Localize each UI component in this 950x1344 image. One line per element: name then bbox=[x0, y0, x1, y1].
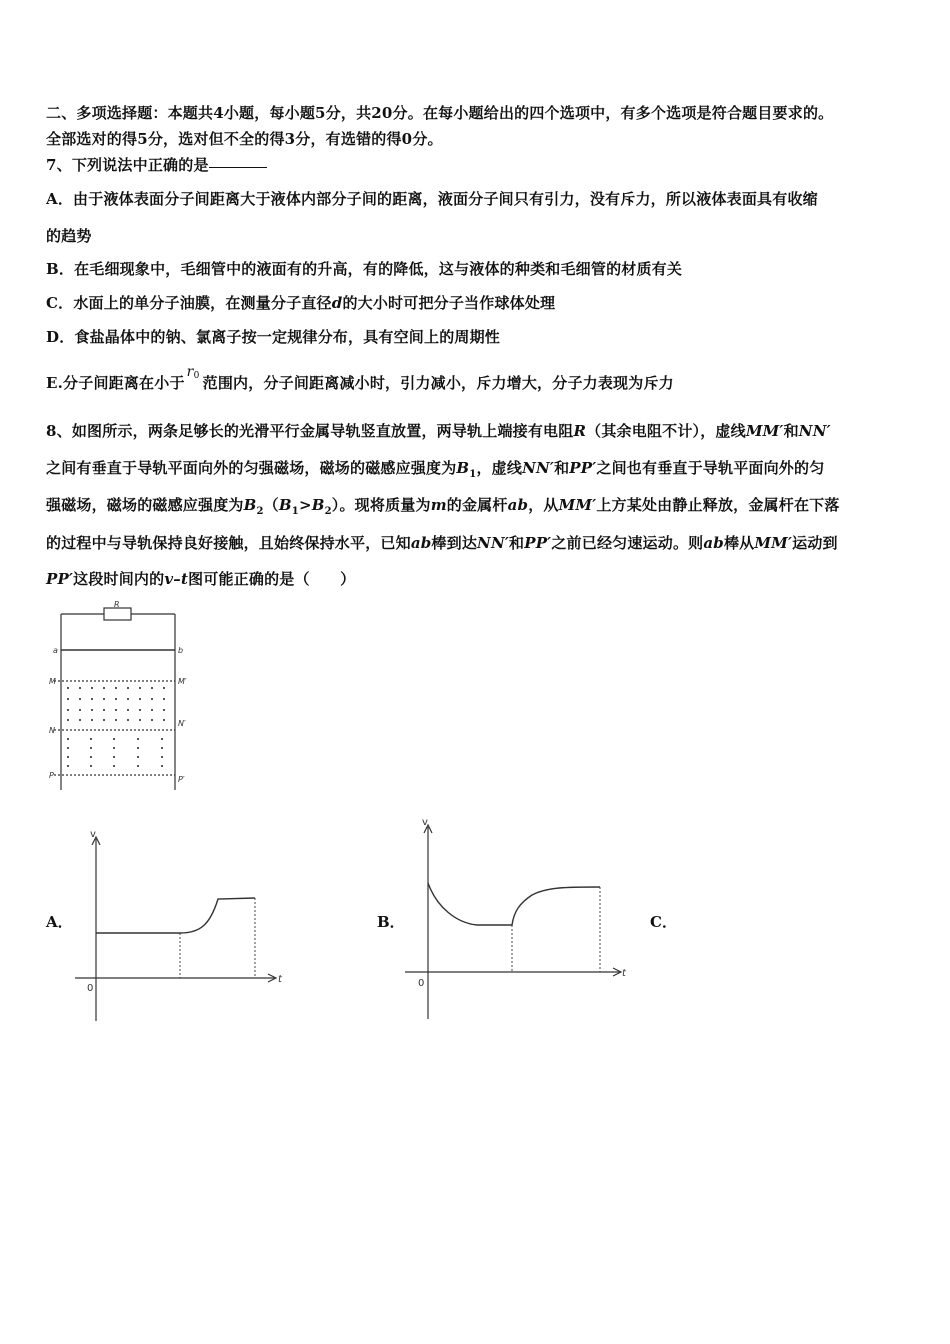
var-B: B bbox=[456, 459, 470, 477]
option-a-label: A． bbox=[46, 913, 73, 931]
var-sub: 1 bbox=[291, 506, 299, 517]
var-sub: 2 bbox=[256, 506, 264, 517]
q8-text: 棒从 bbox=[723, 534, 755, 552]
label-P-prime: P′ bbox=[178, 775, 185, 784]
q8-text: 的金属杆 bbox=[446, 496, 508, 514]
var-sub: 1 bbox=[469, 469, 477, 480]
var-PP: PP′ bbox=[569, 459, 597, 477]
var-NN: NN′ bbox=[477, 534, 510, 552]
var-NN: NN′ bbox=[798, 422, 831, 440]
q8-text: （其余电阻不计），虚线 bbox=[586, 422, 746, 440]
q7-option-b: B．在毛细现象中，毛细管中的液面有的升高，有的降低，这与液体的种类和毛细管的材质有关 bbox=[46, 260, 683, 278]
graph-a bbox=[70, 825, 290, 1025]
q7-option-d: D．食盐晶体中的钠、氯离子按一定规律分布，具有空间上的周期性 bbox=[46, 328, 501, 346]
graph-a-curve bbox=[96, 898, 255, 933]
graph-b-v-label: v bbox=[422, 817, 428, 828]
var-PP: PP′ bbox=[46, 570, 74, 588]
q8-text: ）。现将质量为 bbox=[331, 496, 431, 514]
q8-text: 强磁场，磁场的磁感应强度为 bbox=[46, 496, 244, 514]
q7-option-a-line1: A．由于液体表面分子间距离大于液体内部分子间的距离，液面分子间只有引力，没有斥力，所以液体表面具有收缩 bbox=[46, 190, 818, 208]
q7-stem bbox=[46, 154, 267, 175]
q8-text: 棒到达 bbox=[431, 534, 478, 552]
label-a: a bbox=[53, 646, 58, 655]
var-MM: MM′ bbox=[754, 534, 793, 552]
graph-b-origin: 0 bbox=[418, 978, 425, 989]
r0-sub: 0 bbox=[193, 371, 200, 381]
graph-b-t-label: t bbox=[622, 968, 626, 979]
graph-b-curve bbox=[428, 883, 600, 925]
q8-text: > bbox=[298, 496, 312, 514]
option-c-label: C． bbox=[650, 913, 677, 931]
var-ab: ab bbox=[703, 534, 724, 552]
q7-option-a-line2: 的趋势 bbox=[46, 227, 92, 245]
section-instruction-line2: 全部选对的得5分，选对但不全的得3分，有选错的得0分。 bbox=[46, 130, 443, 148]
resistor bbox=[104, 608, 131, 620]
q8-line4 bbox=[46, 532, 838, 553]
rails-figure bbox=[44, 600, 204, 795]
field-dots-upper bbox=[67, 687, 165, 721]
field-dots-lower bbox=[67, 738, 163, 767]
q8-text: 之间也有垂直于导轨平面向外的匀 bbox=[596, 459, 825, 477]
q8-text: 和 bbox=[509, 534, 525, 552]
var-MM: MM′ bbox=[558, 496, 597, 514]
label-N-prime: N′ bbox=[178, 719, 186, 728]
q8-text: 的过程中与导轨保持良好接触，且始终保持水平，已知 bbox=[46, 534, 411, 552]
q7-option-e-post: 范围内，分子间距离减小时，引力减小，斥力增大，分子力表现为斥力 bbox=[202, 374, 674, 392]
var-PP: PP′ bbox=[524, 534, 552, 552]
q8-text: 8、如图所示，两条足够长的光滑平行金属导轨竖直放置，两导轨上端接有电阻 bbox=[46, 422, 574, 440]
label-b: b bbox=[178, 646, 184, 655]
graph-a-origin: 0 bbox=[87, 983, 94, 994]
q8-text: 之前已经匀速运动。则 bbox=[551, 534, 704, 552]
q8-text: 和 bbox=[554, 459, 570, 477]
q7-option-c bbox=[46, 292, 555, 313]
var-B: B bbox=[311, 496, 325, 514]
var-ab: ab bbox=[410, 534, 432, 552]
graph-a-t-label: t bbox=[278, 974, 282, 985]
var-MM: MM′ bbox=[745, 422, 784, 440]
var-d: d bbox=[331, 294, 343, 312]
label-R: R bbox=[114, 600, 120, 609]
var-NN: NN′ bbox=[522, 459, 555, 477]
var-R: R bbox=[573, 422, 587, 440]
section-instruction-line1: 二、多项选择题：本题共4小题，每小题5分，共20分。在每小题给出的四个选项中，有多个选项是符合题目要求的。 bbox=[46, 104, 834, 122]
label-P: P bbox=[49, 771, 54, 780]
var-B: B bbox=[278, 496, 292, 514]
label-N: N bbox=[49, 726, 55, 735]
var-sub: 2 bbox=[324, 506, 332, 517]
q8-text: ，虚线 bbox=[476, 459, 523, 477]
option-b-label: B． bbox=[377, 913, 405, 931]
var-ab: ab bbox=[507, 496, 529, 514]
label-M: M bbox=[49, 677, 56, 686]
q8-text: 和 bbox=[783, 422, 799, 440]
q7-option-c-post: 的大小时可把分子当作球体处理 bbox=[342, 294, 556, 312]
q7-option-c-pre: C．水面上的单分子油膜，在测量分子直径 bbox=[46, 294, 332, 312]
q8-text: 这段时间内的 bbox=[73, 570, 165, 588]
q7-option-e-pre: E.分子间距离在小于 bbox=[46, 374, 185, 392]
q8-text: ，从 bbox=[528, 496, 559, 514]
q8-text: （ bbox=[263, 496, 279, 514]
q8-text: 图可能正确的是（ ） bbox=[188, 570, 356, 588]
q8-line5 bbox=[46, 568, 355, 589]
q8-line1 bbox=[46, 420, 831, 441]
q7-option-e bbox=[46, 364, 674, 393]
q8-line2 bbox=[46, 457, 824, 480]
r0-symbol bbox=[185, 364, 203, 388]
q8-line3 bbox=[46, 494, 840, 517]
answer-blank bbox=[209, 166, 267, 168]
var-B: B bbox=[243, 496, 257, 514]
var-vt: v–t bbox=[164, 570, 189, 588]
r0-r: r bbox=[186, 364, 194, 380]
q8-text: 之间有垂直于导轨平面向外的匀强磁场，磁场的磁感应强度为 bbox=[46, 459, 457, 477]
q8-text: 运动到 bbox=[792, 534, 838, 552]
q8-text: 上方某处由静止释放，金属杆在下落 bbox=[596, 496, 840, 514]
graph-b bbox=[402, 813, 632, 1023]
var-m: m bbox=[430, 496, 447, 514]
q7-stem-text: 7、下列说法中正确的是 bbox=[46, 156, 209, 174]
graph-a-v-label: v bbox=[90, 829, 96, 840]
label-M-prime: M′ bbox=[178, 677, 187, 686]
